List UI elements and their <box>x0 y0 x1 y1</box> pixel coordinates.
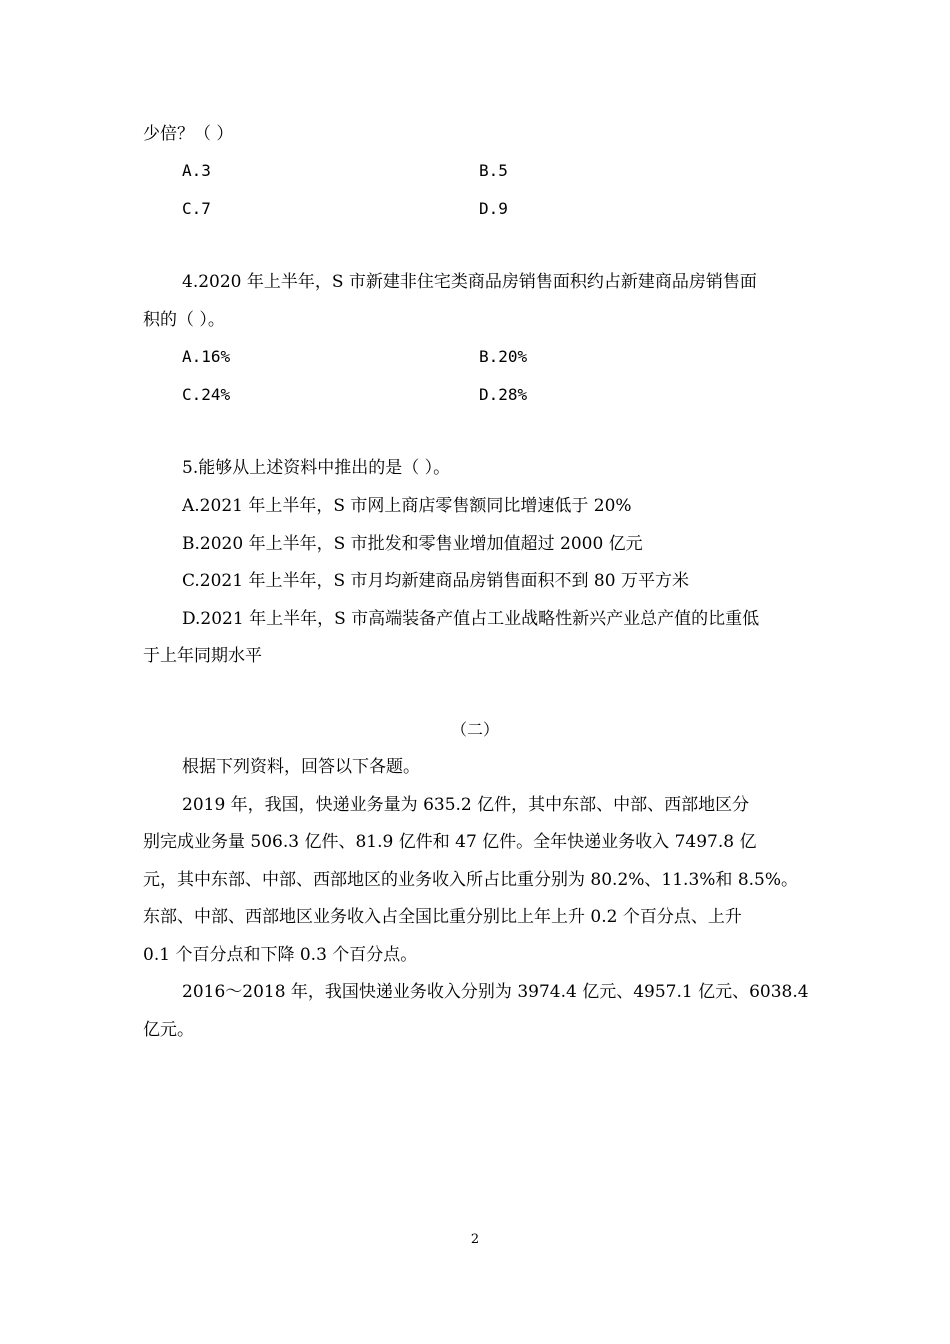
paragraph1-line4: 东部、中部、西部地区业务收入占全国比重分别比上年上升 0.2 个百分点、上升 <box>143 907 742 927</box>
q4-stem-line2: 积的（ ）。 <box>143 310 225 330</box>
q5-option-d: D.2021 年上半年，S 市高端装备产值占工业战略性新兴产业总产值的比重低 <box>182 609 760 629</box>
paragraph1-line5: 0.1 个百分点和下降 0.3 个百分点。 <box>143 945 418 965</box>
q3-option-d: D.9 <box>479 199 508 218</box>
q5-option-a: A.2021 年上半年，S 市网上商店零售额同比增速低于 20% <box>182 496 632 516</box>
q3-option-a: A.3 <box>182 161 211 180</box>
q4-option-c: C.24% <box>182 385 231 404</box>
q3-option-c: C.7 <box>182 199 211 218</box>
paragraph1-line3: 元，其中东部、中部、西部地区的业务收入所占比重分别为 80.2%、11.3%和 8.5%。 <box>143 870 799 890</box>
page-number: 2 <box>470 1232 480 1247</box>
q3-continuation: 少倍？（ ） <box>143 124 234 144</box>
q5-stem: 5.能够从上述资料中推出的是（ ）。 <box>182 458 451 478</box>
paragraph1-line1: 2019 年，我国，快递业务量为 635.2 亿件，其中东部、中部、西部地区分 <box>182 795 750 815</box>
q5-option-c: C.2021 年上半年，S 市月均新建商品房销售面积不到 80 万平方米 <box>182 571 689 591</box>
q4-stem-line1: 4.2020 年上半年，S 市新建非住宅类商品房销售面积约占新建商品房销售面 <box>182 272 757 292</box>
paragraph2-line1: 2016～2018 年，我国快递业务收入分别为 3974.4 亿元、4957.1 亿元、6038.4 <box>182 982 809 1002</box>
paragraph1-line2: 别完成业务量 506.3 亿件、81.9 亿件和 47 亿件。全年快递业务收入 7497.8 亿 <box>143 832 757 852</box>
section-intro: 根据下列资料，回答以下各题。 <box>182 757 420 777</box>
section-heading: （二） <box>450 720 499 739</box>
q5-option-d-continuation: 于上年同期水平 <box>143 646 262 666</box>
q4-option-a: A.16% <box>182 347 231 366</box>
q5-option-b: B.2020 年上半年，S 市批发和零售业增加值超过 2000 亿元 <box>182 534 643 554</box>
q4-option-d: D.28% <box>479 385 528 404</box>
q4-option-b: B.20% <box>479 347 528 366</box>
paragraph2-line2: 亿元。 <box>143 1020 194 1040</box>
q3-option-b: B.5 <box>479 161 508 180</box>
